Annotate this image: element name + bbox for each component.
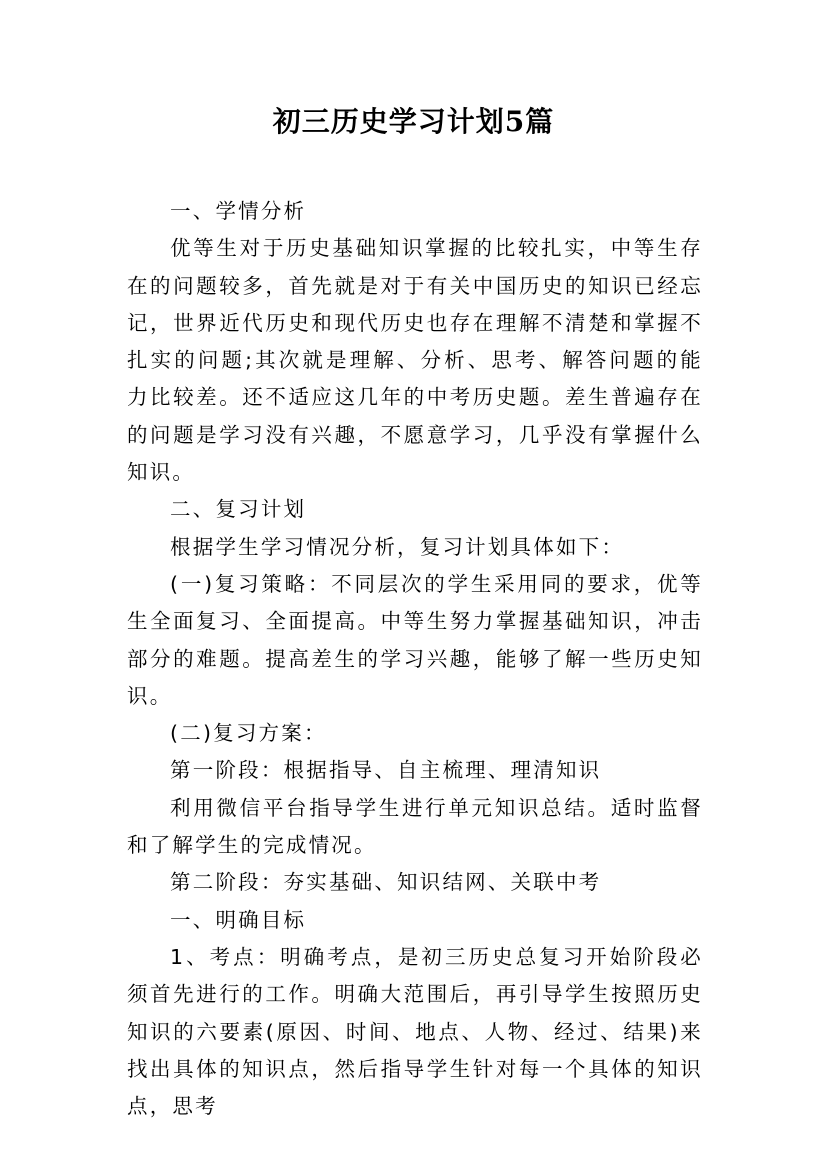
heading-clear-goals: 一、明确目标 (170, 907, 307, 932)
paragraph-analysis: 优等生对于历史基础知识掌握的比较扎实，中等生存在的问题较多，首先就是对于有关中国历史的知识已经忘记，世界近代历史和现代历史也存在理解不清楚和掌握不扎实的问题;其次就是理解、分析、思考、解答问题的能力比较差。还不适应这几年的中考历史题。差生普遍存在的问题是学习没有兴趣，不愿意学习，几乎没有掌握什么知识。 (127, 236, 703, 485)
heading-review-plan: 二、复习计划 (170, 497, 307, 522)
document-title: 初三历史学习计划5篇 (272, 105, 555, 138)
paragraph-exam-points: 1、考点：明确考点，是初三历史总复习开始阶段必须首先进行的工作。明确大范围后，再引导学生按照历史知识的六要素(原因、时间、地点、人物、经过、结果)来找出具体的知识点，然后指导学生针对每一个具体的知识点，思考 (127, 944, 703, 1119)
paragraph-plan-intro: 根据学生学习情况分析，复习计划具体如下： (170, 534, 625, 559)
heading-stage-two: 第二阶段：夯实基础、知识结网、关联中考 (170, 870, 602, 895)
document-body (127, 193, 703, 1125)
heading-review-scheme: (二)复习方案： (170, 721, 327, 746)
paragraph-review-strategy: (一)复习策略：不同层次的学生采用同的要求，优等生全面复习、全面提高。中等生努力掌握基础知识，冲击部分的难题。提高差生的学习兴趣，能够了解一些历史知识。 (127, 571, 703, 708)
paragraph-stage-one: 利用微信平台指导学生进行单元知识总结。适时监督和了解学生的完成情况。 (127, 795, 703, 858)
heading-stage-one: 第一阶段：根据指导、自主梳理、理清知识 (170, 758, 602, 783)
heading-analysis: 一、学情分析 (170, 199, 307, 223)
